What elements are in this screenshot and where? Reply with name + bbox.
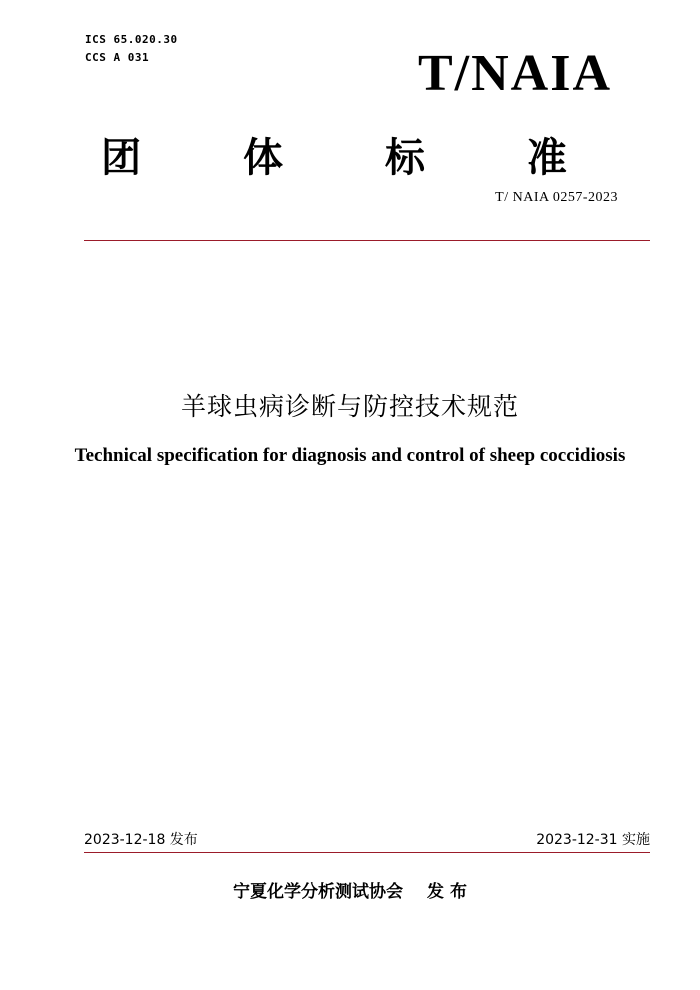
bottom-divider xyxy=(84,852,650,853)
issue-date: 2023-12-18 发布 xyxy=(84,832,198,848)
standard-type: 团 体 标 准 xyxy=(101,135,611,181)
publisher-line xyxy=(0,882,700,902)
organization-code: T/NAIA xyxy=(417,45,612,102)
ccs-code: CCS A 031 xyxy=(85,51,150,64)
title-chinese: 羊球虫病诊断与防控技术规范 xyxy=(180,392,519,421)
ics-code: ICS 65.020.30 xyxy=(85,33,178,46)
standard-number: T/ NAIA 0257-2023 xyxy=(495,190,618,205)
top-divider xyxy=(84,240,650,241)
implementation-date: 2023-12-31 实施 xyxy=(536,832,650,848)
publisher-action: 发 布 xyxy=(427,882,467,902)
publisher-name: 宁夏化学分析测试协会 xyxy=(233,882,404,902)
title-english: Technical specification for diagnosis and control of sheep coccidiosis xyxy=(74,445,626,466)
